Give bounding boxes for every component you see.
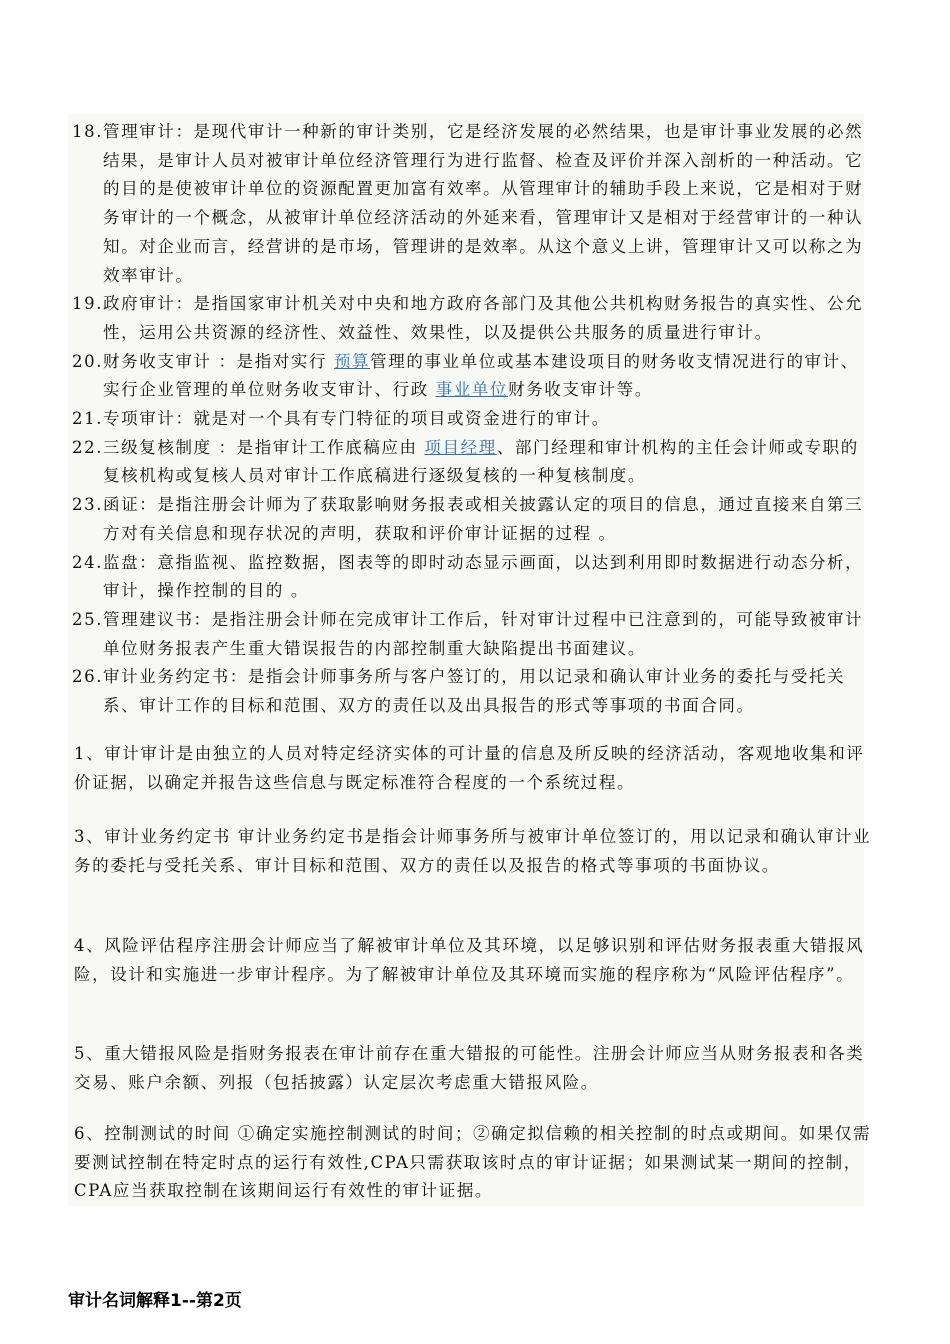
public-institution-link[interactable]: 事业单位 xyxy=(435,380,509,400)
list-item: 23.函证：是指注册会计师为了获取影响财务报表或相关披露认定的项目的信息，通过直接来自第三方对有关信息和现存状况的声明，获取和评价审计证据的过程 。 xyxy=(72,495,864,543)
paragraph: 1、审计审计是由独立的人员对特定经济实体的可计量的信息及所反映的经济活动，客观地收集和评价证据，以确定并报告这些信息与既定标准符合程度的一个系统过程。 xyxy=(74,744,865,792)
list-item: 18.管理审计：是现代审计一种新的审计类别，它是经济发展的必然结果，也是审计事业发展的必然结果，是审计人员对被审计单位经济管理行为进行监督、检查及评价并深入剖析的一种活动。它的目的是使被审计单位的资源配置更加富有效率。从管理审计的辅助手段上来说，它是相对于财务审计的一个概念，从被审计单位经济活动的外延来看，管理审计又是相对于经营审计的一种认知。对企业而言，经营讲的是市场，管理讲的是效率。从这个意义上讲，管理审计又可以称之为效率审计。 xyxy=(72,122,864,285)
budget-link[interactable]: 预算 xyxy=(333,351,371,371)
list-item: 20.财务收支审计 ：是指对实行 预算管理的事业单位或基本建设项目的财务收支情况进行的审计、实行企业管理的单位财务收支审计、行政 事业单位财务收支审计等。 xyxy=(72,351,859,400)
paragraph: 5、重大错报风险是指财务报表在审计前存在重大错报的可能性。注册会计师应当从财务报表和各类交易、账户余额、列报（包括披露）认定层次考虑重大错报风险。 xyxy=(74,1044,865,1092)
paragraph: 4、风险评估程序注册会计师应当了解被审计单位及其环境，以足够识别和评估财务报表重大错报风险，设计和实施进一步审计程序。为了解被审计单位及其环境而实施的程序称为“风险评估程序”。 xyxy=(74,936,865,984)
term-list xyxy=(72,118,872,721)
list-item: 24.监盘：意指监视、监控数据，图表等的即时动态显示画面，以达到利用即时数据进行动态分析，审计，操作控制的目的 。 xyxy=(72,552,864,601)
list-item: 25.管理建议书：是指注册会计师在完成审计工作后，针对审计过程中已注意到的，可能导致被审计单位财务报表产生重大错误报告的内部控制重大缺陷提出书面建议。 xyxy=(72,609,864,658)
list-item: 22.三级复核制度 ：是指审计工作底稿应由 项目经理、部门经理和审计机构的主任会计师或专职的复核机构或复核人员对审计工作底稿进行逐级复核的一种复核制度。 xyxy=(72,437,859,486)
list-item: 21.专项审计：就是对一个具有专门特征的项目或资金进行的审计。 xyxy=(72,409,610,429)
page-footer: 审计名词解释1--第2页 xyxy=(68,1291,242,1311)
paragraph: 6、控制测试的时间 ①确定实施控制测试的时间；②确定拟信赖的相关控制的时点或期间。如果仅需要测试控制在特定时点的运行有效性,CPA只需获取该时点的审计证据；如果测试某一期间的控制，CPA应当获取控制在该期间运行有效性的审计证据。 xyxy=(74,1124,872,1201)
list-item: 19.政府审计：是指国家审计机关对中央和地方政府各部门及其他公共机构财务报告的真实性、公允性，运用公共资源的经济性、效益性、效果性，以及提供公共服务的质量进行审计。 xyxy=(72,294,864,342)
project-manager-link[interactable]: 项目经理 xyxy=(424,437,497,457)
paragraph: 3、审计业务约定书 审计业务约定书是指会计师事务所与被审计单位签订的，用以记录和确认审计业务的委托与受托关系、审计目标和范围、双方的责任以及报告的格式等事项的书面协议。 xyxy=(74,827,872,875)
list-item: 26.审计业务约定书：是指会计师事务所与客户签订的，用以记录和确认审计业务的委托与受托关系、审计工作的目标和范围、双方的责任以及出具报告的形式等事项的书面合同。 xyxy=(72,667,846,716)
